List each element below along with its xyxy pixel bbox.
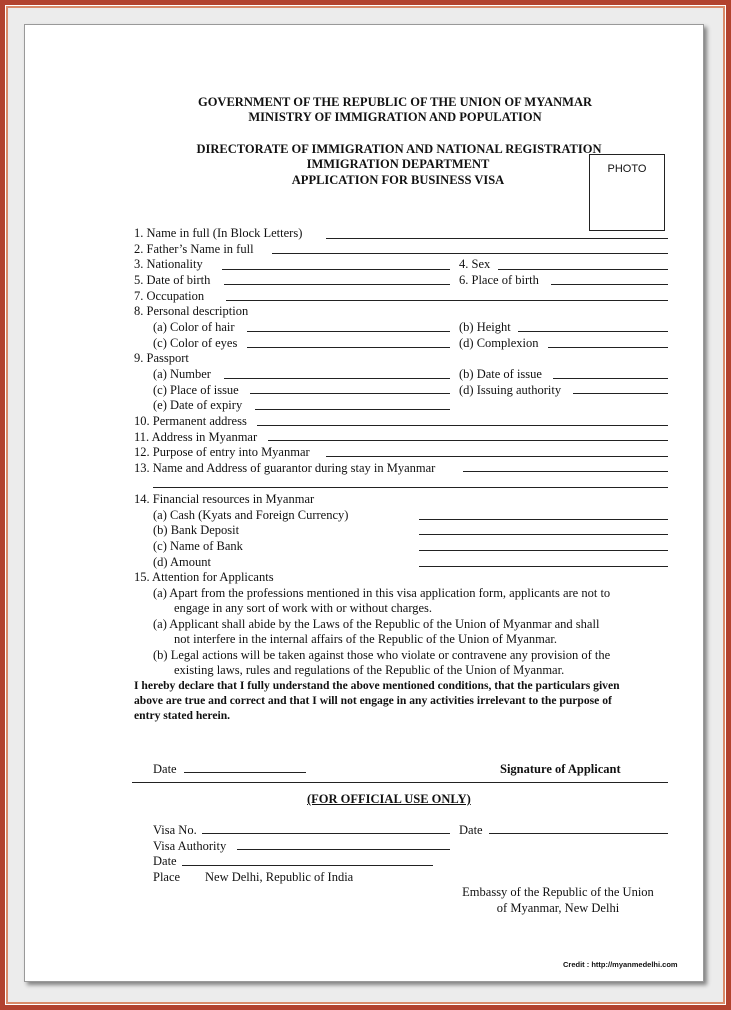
official-visa-no-label: Visa No. xyxy=(153,823,197,837)
official-use-title: (FOR OFFICIAL USE ONLY) xyxy=(307,792,471,806)
official-date2-label: Date xyxy=(153,854,177,868)
field-guarantor: 13. Name and Address of guarantor during stay in Myanmar xyxy=(134,461,436,475)
attention-c-line2: existing laws, rules and regulations of the Republic of the Union of Myanmar. xyxy=(174,663,565,677)
cash-line[interactable] xyxy=(419,519,668,520)
field-date-of-expiry: (e) Date of expiry xyxy=(153,398,243,412)
attention-a-line2: engage in any sort of work with or without charges. xyxy=(174,601,433,615)
field-financial-resources: 14. Financial resources in Myanmar xyxy=(134,492,315,506)
header-line-3: DIRECTORATE OF IMMIGRATION AND NATIONAL REGISTRATION xyxy=(196,142,602,156)
date-of-issue-line[interactable] xyxy=(553,378,668,379)
signature-date-line[interactable] xyxy=(184,772,306,773)
official-date-label: Date xyxy=(459,823,483,837)
guarantor-line-1[interactable] xyxy=(463,471,668,472)
credit-text: Credit : http://myanmedelhi.com xyxy=(563,960,678,969)
permanent-address-line[interactable] xyxy=(257,425,668,426)
official-visa-authority-label: Visa Authority xyxy=(153,839,227,853)
field-address-in-myanmar: 11. Address in Myanmar xyxy=(134,430,258,444)
color-of-hair-line[interactable] xyxy=(247,331,450,332)
field-place-of-birth: 6. Place of birth xyxy=(459,273,539,287)
color-of-eyes-line[interactable] xyxy=(247,347,450,348)
field-issuing-authority: (d) Issuing authority xyxy=(459,383,562,397)
header-line-2: MINISTRY OF IMMIGRATION AND POPULATION xyxy=(248,110,542,124)
field-purpose-of-entry: 12. Purpose of entry into Myanmar xyxy=(134,445,310,459)
field-nationality: 3. Nationality xyxy=(134,257,203,271)
field-name-of-bank: (c) Name of Bank xyxy=(153,539,243,553)
occupation-line[interactable] xyxy=(226,300,668,301)
photo-label: PHOTO xyxy=(607,163,647,175)
photo-box xyxy=(589,154,665,231)
place-of-issue-line[interactable] xyxy=(250,393,450,394)
sex-line[interactable] xyxy=(498,269,668,270)
field-attention: 15. Attention for Applicants xyxy=(134,570,274,584)
bank-deposit-line[interactable] xyxy=(419,534,668,535)
field-height: (b) Height xyxy=(459,320,511,334)
place-of-birth-line[interactable] xyxy=(551,284,668,285)
field-color-of-eyes: (c) Color of eyes xyxy=(153,336,238,350)
guarantor-line-2[interactable] xyxy=(153,487,668,488)
header-line-1: GOVERNMENT OF THE REPUBLIC OF THE UNION OF MYANMAR xyxy=(197,95,592,109)
passport-number-line[interactable] xyxy=(224,378,450,379)
official-place-label: Place xyxy=(153,870,181,884)
official-place-value: New Delhi, Republic of India xyxy=(205,870,354,884)
field-personal-description: 8. Personal description xyxy=(134,304,249,318)
field-permanent-address: 10. Permanent address xyxy=(134,414,247,428)
fathers-name-line[interactable] xyxy=(272,253,668,254)
field-bank-deposit: (b) Bank Deposit xyxy=(153,523,240,537)
field-cash: (a) Cash (Kyats and Foreign Currency) xyxy=(153,508,349,522)
attention-b-line2: not interfere in the internal affairs of the Republic of the Union of Myanmar. xyxy=(174,632,557,646)
declaration-line1: I hereby declare that I fully understand the above mentioned conditions, that the particulars given xyxy=(134,679,620,692)
field-passport: 9. Passport xyxy=(134,351,189,365)
field-name-in-full: 1. Name in full (In Block Letters) xyxy=(134,226,303,240)
embassy-line2: of Myanmar, New Delhi xyxy=(496,901,620,915)
nationality-line[interactable] xyxy=(222,269,450,270)
date-of-expiry-line[interactable] xyxy=(255,409,450,410)
attention-c-line1: (b) Legal actions will be taken against those who violate or contravene any provision of the xyxy=(153,648,611,662)
field-date-of-birth: 5. Date of birth xyxy=(134,273,211,287)
signature-label: Signature of Applicant xyxy=(500,762,621,776)
complexion-line[interactable] xyxy=(548,347,668,348)
field-date-of-issue: (b) Date of issue xyxy=(459,367,542,381)
declaration-line2: above are true and correct and that I will not engage in any activities irrelevant to the purpose of xyxy=(134,694,612,707)
field-fathers-name: 2. Father’s Name in full xyxy=(134,242,254,256)
header-line-5: APPLICATION FOR BUSINESS VISA xyxy=(291,173,505,187)
field-amount: (d) Amount xyxy=(153,555,211,569)
field-color-of-hair: (a) Color of hair xyxy=(153,320,235,334)
visa-no-line[interactable] xyxy=(202,833,450,834)
header-line-4: IMMIGRATION DEPARTMENT xyxy=(306,157,490,171)
official-date-line[interactable] xyxy=(489,833,668,834)
name-in-full-line[interactable] xyxy=(326,238,668,239)
height-line[interactable] xyxy=(518,331,668,332)
field-place-of-issue: (c) Place of issue xyxy=(153,383,239,397)
amount-line[interactable] xyxy=(419,566,668,567)
address-in-myanmar-line[interactable] xyxy=(268,440,668,441)
name-of-bank-line[interactable] xyxy=(419,550,668,551)
embassy-line1: Embassy of the Republic of the Union xyxy=(462,885,654,899)
field-passport-number: (a) Number xyxy=(153,367,211,381)
visa-authority-line[interactable] xyxy=(237,849,450,850)
field-occupation: 7. Occupation xyxy=(134,289,205,303)
date-of-birth-line[interactable] xyxy=(224,284,450,285)
attention-a-line1: (a) Apart from the professions mentioned in this visa application form, applicants are not to xyxy=(153,586,611,600)
signature-date-label: Date xyxy=(153,762,177,776)
field-sex: 4. Sex xyxy=(459,257,491,271)
issuing-authority-line[interactable] xyxy=(573,393,668,394)
attention-b-line1: (a) Applicant shall abide by the Laws of the Republic of the Union of Myanmar and shall xyxy=(153,617,600,631)
signature-divider xyxy=(132,782,668,783)
declaration-line3: entry stated herein. xyxy=(134,709,231,722)
purpose-of-entry-line[interactable] xyxy=(326,456,668,457)
field-complexion: (d) Complexion xyxy=(459,336,539,350)
official-date2-line[interactable] xyxy=(182,865,433,866)
